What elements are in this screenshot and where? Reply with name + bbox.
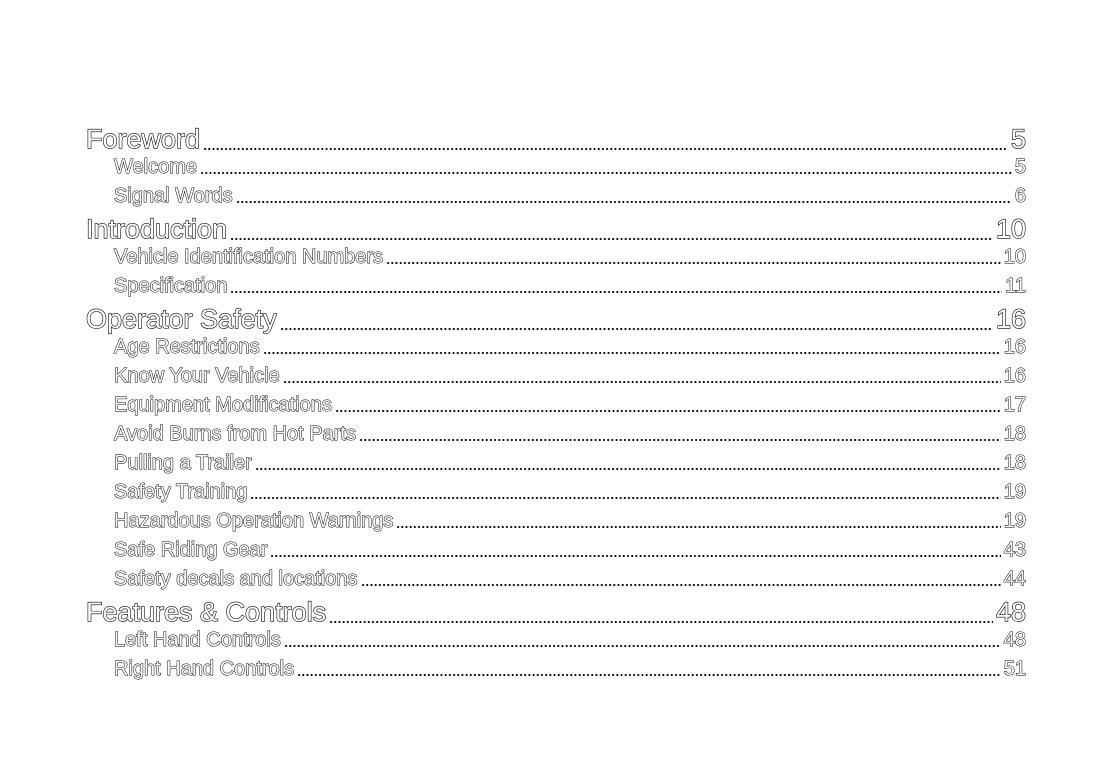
toc-entry-page: 11	[1005, 275, 1026, 297]
toc-entry-introduction[interactable]	[86, 211, 1026, 243]
toc-dot-leader	[329, 597, 993, 624]
toc-entry-title: Welcome	[114, 156, 197, 178]
toc-entry-title: Right Hand Controls	[114, 658, 295, 680]
toc-entry-know-your-vehicle[interactable]	[86, 362, 1026, 391]
toc-dot-leader	[250, 480, 1000, 500]
toc-dot-leader	[284, 628, 1001, 648]
toc-entry-title: Know Your Vehicle	[114, 365, 280, 387]
toc-entry-page: 19	[1003, 510, 1026, 532]
toc-entry-title: Avoid Burns from Hot Parts	[114, 423, 356, 445]
toc-dot-leader	[359, 422, 1001, 442]
toc-entry-page: 16	[1003, 365, 1026, 387]
toc-entry-page: 19	[1003, 481, 1026, 503]
toc-entry-title: Features & Controls	[86, 597, 327, 627]
toc-entry-safe-riding-gear[interactable]	[86, 536, 1026, 565]
toc-entry-operator-safety[interactable]	[86, 301, 1026, 333]
toc-entry-title: Safety decals and locations	[114, 568, 358, 590]
toc-dot-leader	[283, 364, 1001, 384]
toc-entry-signal-words[interactable]	[86, 182, 1026, 211]
toc-entry-vehicle-identification-numbers[interactable]	[86, 243, 1026, 272]
toc-entry-title: Specification	[114, 275, 228, 297]
toc-entry-page: 10	[995, 214, 1026, 244]
toc-dot-leader	[361, 567, 1001, 587]
toc-dot-leader	[230, 274, 1002, 294]
toc-entry-safety-decals[interactable]	[86, 565, 1026, 594]
toc-entry-title: Operator Safety	[86, 304, 277, 334]
toc-entry-specification[interactable]	[86, 272, 1026, 301]
toc-entry-title: Left Hand Controls	[114, 629, 281, 651]
toc-entry-page: 48	[995, 597, 1026, 627]
toc-entry-title: Age Restrictions	[114, 336, 260, 358]
toc-entry-page: 10	[1003, 246, 1026, 268]
toc-entry-page: 18	[1003, 423, 1026, 445]
toc-dot-leader	[386, 245, 1001, 265]
toc-entry-title: Signal Words	[114, 185, 233, 207]
toc-dot-leader	[396, 509, 1000, 529]
toc-entry-title: Vehicle Identification Numbers	[114, 246, 384, 268]
toc-entry-right-hand-controls[interactable]	[86, 655, 1026, 684]
toc-entry-foreword[interactable]	[86, 121, 1026, 153]
toc-entry-hazardous-operation-warnings[interactable]	[86, 507, 1026, 536]
toc-entry-page: 6	[1014, 185, 1026, 207]
toc-entry-avoid-burns[interactable]	[86, 420, 1026, 449]
toc-dot-leader	[280, 304, 993, 331]
toc-dot-leader	[236, 184, 1012, 204]
toc-entry-page: 43	[1003, 539, 1026, 561]
toc-entry-page: 18	[1003, 452, 1026, 474]
toc-dot-leader	[263, 335, 1001, 355]
toc-entry-title: Pulling a Trailer	[114, 452, 252, 474]
toc-entry-page: 17	[1003, 394, 1026, 416]
toc-dot-leader	[230, 214, 993, 241]
toc-entry-equipment-modifications[interactable]	[86, 391, 1026, 420]
toc-entry-title: Safety Training	[114, 481, 248, 503]
table-of-contents	[86, 121, 1026, 684]
toc-entry-title: Foreword	[86, 124, 201, 154]
toc-entry-page: 44	[1003, 568, 1026, 590]
toc-entry-page: 5	[1014, 156, 1026, 178]
toc-entry-page: 48	[1003, 629, 1026, 651]
toc-dot-leader	[270, 538, 1000, 558]
toc-entry-title: Safe Riding Gear	[114, 539, 268, 561]
toc-entry-page: 5	[1010, 124, 1026, 154]
toc-entry-features-controls[interactable]	[86, 594, 1026, 626]
toc-entry-left-hand-controls[interactable]	[86, 626, 1026, 655]
toc-entry-page: 16	[995, 304, 1026, 334]
toc-dot-leader	[203, 124, 1008, 151]
toc-entry-title: Hazardous Operation Warnings	[114, 510, 394, 532]
toc-entry-pulling-a-trailer[interactable]	[86, 449, 1026, 478]
toc-entry-welcome[interactable]	[86, 153, 1026, 182]
toc-entry-title: Introduction	[86, 214, 228, 244]
toc-entry-safety-training[interactable]	[86, 478, 1026, 507]
toc-entry-page: 51	[1003, 658, 1026, 680]
toc-entry-page: 16	[1003, 336, 1026, 358]
toc-dot-leader	[255, 451, 1001, 471]
toc-dot-leader	[200, 155, 1012, 175]
toc-entry-age-restrictions[interactable]	[86, 333, 1026, 362]
toc-entry-title: Equipment Modifications	[114, 394, 332, 416]
toc-dot-leader	[297, 657, 1001, 677]
toc-dot-leader	[335, 393, 1001, 413]
